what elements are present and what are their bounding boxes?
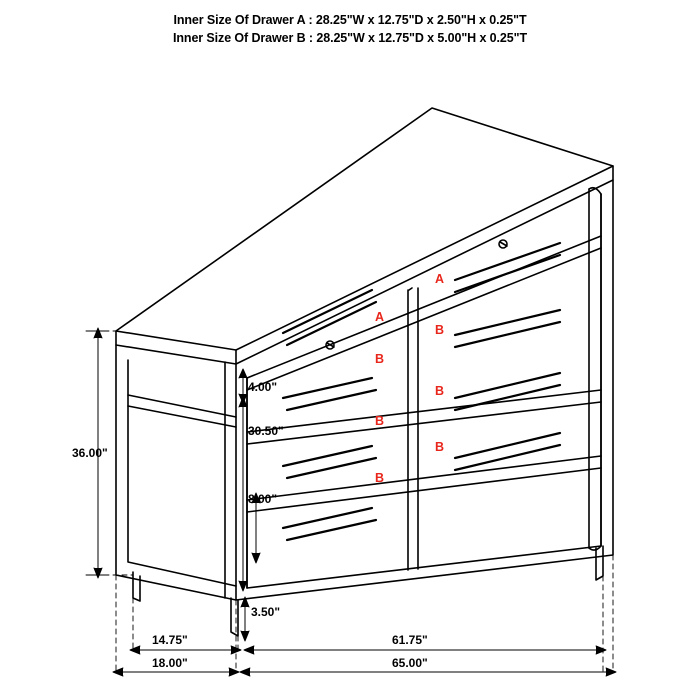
drawer-marker-b-right-1: B: [435, 323, 445, 337]
dim-width-body: 61.75": [392, 633, 428, 647]
drawer-marker-b-right-3: B: [435, 440, 445, 454]
dim-top-drawer-height: 4.00": [248, 380, 278, 394]
drawer-a-size-note: Inner Size Of Drawer A : 28.25"W x 12.75"D x 2.50"H x 0.25"T: [173, 13, 527, 27]
dim-leg-height: 3.50": [251, 605, 281, 619]
dim-drawer-height: 8.00": [248, 492, 278, 506]
drawer-marker-b-left-2: B: [375, 414, 385, 428]
drawer-marker-b-left-3: B: [375, 471, 385, 485]
drawer-marker-a-right: A: [435, 272, 445, 286]
drawer-marker-a-left: A: [375, 310, 385, 324]
dim-width-total: 65.00": [392, 656, 428, 670]
drawer-marker-b-right-2: B: [435, 384, 445, 398]
dim-drawer-stack-height: 30.50": [248, 424, 284, 438]
dim-depth-total: 18.00": [152, 656, 188, 670]
drawer-marker-b-left-1: B: [375, 352, 385, 366]
dim-depth-front: 14.75": [152, 633, 188, 647]
drawer-b-size-note: Inner Size Of Drawer B : 28.25"W x 12.75"D x 5.00"H x 0.25"T: [173, 31, 527, 45]
dim-height-total: 36.00": [72, 446, 108, 460]
